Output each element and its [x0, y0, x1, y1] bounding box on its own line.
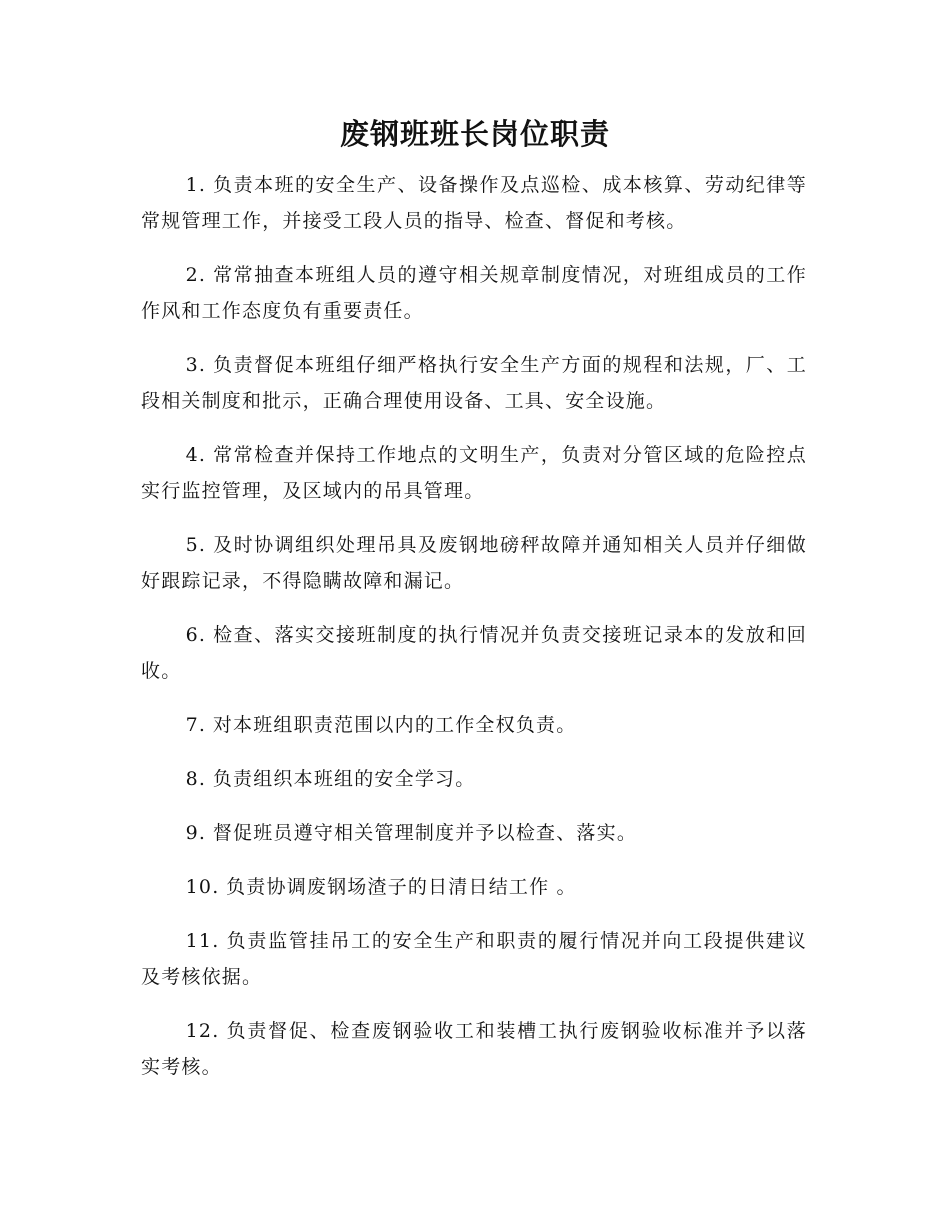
duty-item-2 — [141, 257, 807, 329]
duty-item-number: 12. — [185, 1020, 220, 1042]
duty-list — [141, 167, 807, 1103]
duty-item-5 — [141, 527, 807, 599]
duty-item-number: 7. — [185, 714, 207, 736]
duty-item-text: 检查、落实交接班制度的执行情况并负责交接班记录本的发放和回收。 — [141, 624, 807, 682]
duty-item-number: 10. — [185, 876, 220, 898]
duty-item-text: 常常检查并保持工作地点的文明生产，负责对分管区域的危险控点实行监控管理，及区域内的吊具管理。 — [141, 444, 807, 502]
duty-item-number: 9. — [185, 822, 207, 844]
duty-item-7 — [141, 707, 807, 743]
duty-item-3 — [141, 347, 807, 419]
duty-item-9 — [141, 815, 807, 851]
duty-item-4 — [141, 437, 807, 509]
duty-item-number: 8. — [185, 768, 207, 790]
duty-item-number: 5. — [185, 534, 207, 556]
duty-item-text: 负责监管挂吊工的安全生产和职责的履行情况并向工段提供建议及考核依据。 — [141, 930, 807, 988]
duty-item-12 — [141, 1013, 807, 1085]
duty-item-text: 对本班组职责范围以内的工作全权负责。 — [212, 714, 577, 736]
duty-item-text: 负责本班的安全生产、设备操作及点巡检、成本核算、劳动纪律等常规管理工作，并接受工段人员的指导、检查、督促和考核。 — [141, 174, 807, 232]
duty-item-text: 督促班员遵守相关管理制度并予以检查、落实。 — [212, 822, 638, 844]
duty-item-number: 1. — [185, 174, 207, 196]
duty-item-number: 4. — [185, 444, 207, 466]
duty-item-10 — [141, 869, 807, 905]
duty-item-text: 常常抽查本班组人员的遵守相关规章制度情况，对班组成员的工作作风和工作态度负有重要责任。 — [141, 264, 807, 322]
duty-item-number: 6. — [185, 624, 207, 646]
duty-item-8 — [141, 761, 807, 797]
duty-item-text: 负责督促本班组仔细严格执行安全生产方面的规程和法规，厂、工段相关制度和批示，正确合理使用设备、工具、安全设施。 — [141, 354, 807, 412]
duty-item-11 — [141, 923, 807, 995]
duty-item-text: 及时协调组织处理吊具及废钢地磅秤故障并通知相关人员并仔细做好跟踪记录，不得隐瞒故障和漏记。 — [141, 534, 807, 592]
duty-item-6 — [141, 617, 807, 689]
duty-item-text: 负责组织本班组的安全学习。 — [212, 768, 476, 790]
duty-item-number: 11. — [185, 930, 220, 952]
duty-item-number: 2. — [185, 264, 207, 286]
duty-item-text: 负责协调废钢场渣子的日清日结工作 。 — [226, 876, 577, 898]
duty-item-text: 负责督促、检查废钢验收工和装槽工执行废钢验收标准并予以落实考核。 — [141, 1020, 807, 1078]
duty-item-1 — [141, 167, 807, 239]
duty-item-number: 3. — [185, 354, 207, 376]
document-title: 废钢班班长岗位职责 — [339, 117, 610, 151]
